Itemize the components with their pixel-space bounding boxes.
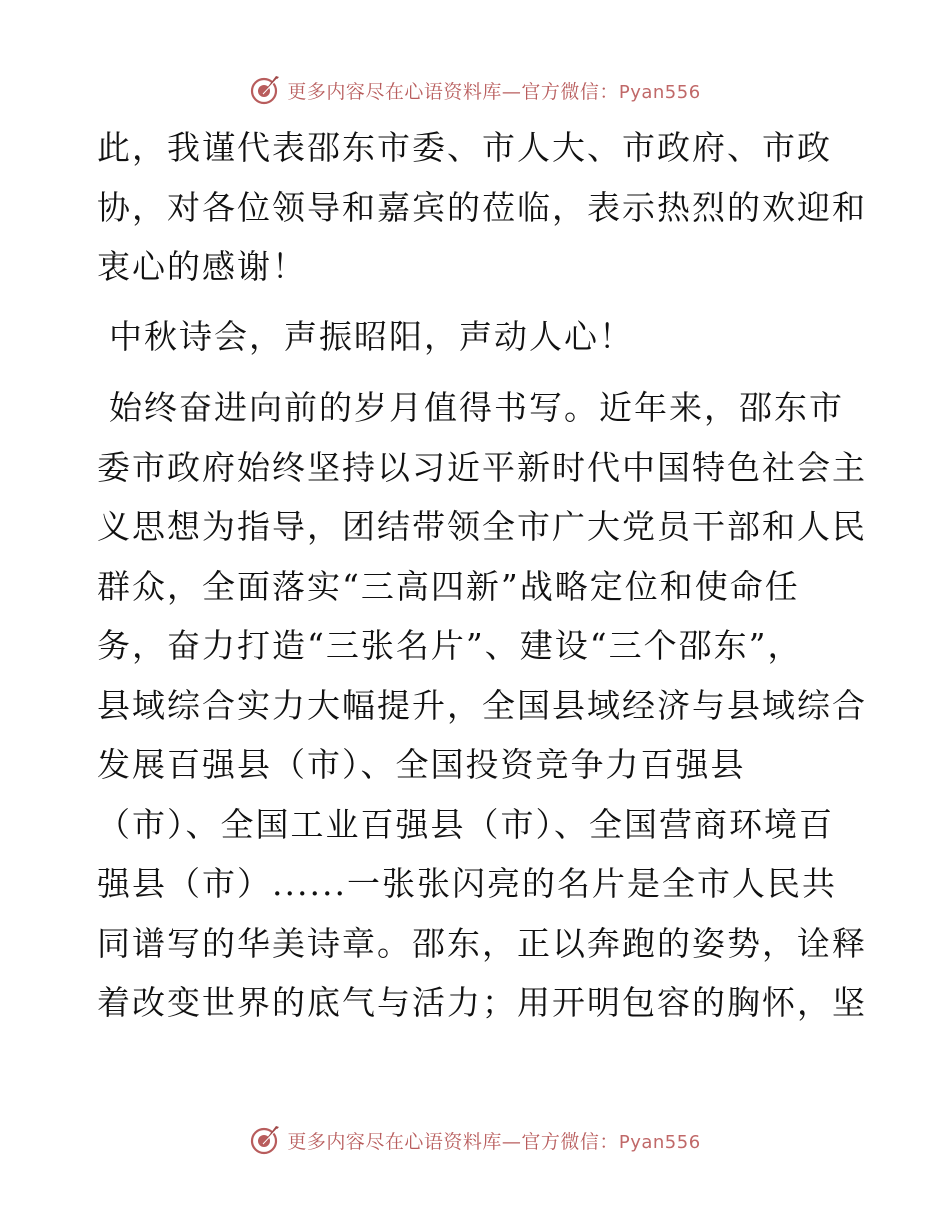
- text-line: 强县（市）......一张张闪亮的名片是全市人民共: [97, 864, 837, 903]
- text-line: 同谱写的华美诗章。邵东，正以奔跑的姿势，诠释: [97, 923, 867, 963]
- paragraph-1: [97, 118, 867, 297]
- text-line: 此，我谨代表邵东市委、市人大、市政府、市政: [97, 128, 832, 167]
- header-banner: [0, 70, 950, 110]
- banner-slogan: 更多内容尽在心语资料库: [287, 80, 502, 103]
- paragraph-2: [97, 307, 857, 367]
- paragraph-3: [97, 378, 867, 1033]
- text-line: 协，对各位领导和嘉宾的莅临，表示热烈的欢迎和: [97, 187, 867, 227]
- text-line: 县域综合实力大幅提升，全国县域经济与县域综合: [97, 685, 867, 725]
- footer-banner: [0, 1120, 950, 1160]
- quill-seal-icon: [249, 1124, 281, 1156]
- banner-dash: —: [501, 1130, 522, 1153]
- banner-dash: —: [501, 80, 522, 103]
- text-line: 着改变世界的底气与活力；用开明包容的胸怀，坚: [97, 983, 867, 1022]
- banner-wechat-id: Pyan556: [618, 1131, 701, 1153]
- text-line: 义思想为指导，团结带领全市广大党员干部和人民: [97, 507, 867, 546]
- document-body: [97, 118, 867, 1033]
- text-line: （市）、全国工业百强县（市）、全国营商环境百: [97, 804, 834, 844]
- quill-seal-icon: [249, 74, 281, 106]
- banner-slogan: 更多内容尽在心语资料库: [287, 1130, 502, 1153]
- banner-wechat-id: Pyan556: [618, 81, 701, 103]
- banner-text: [287, 77, 700, 104]
- text-line: 委市政府始终坚持以习近平新时代中国特色社会主: [97, 447, 867, 487]
- text-line: 群众，全面落实“三高四新”战略定位和使命任: [97, 566, 800, 606]
- text-line: 中秋诗会，声振昭阳，声动人心！: [109, 316, 634, 356]
- text-line: 始终奋进向前的岁月值得书写。近年来，邵东市: [109, 388, 844, 427]
- banner-wechat-label: 官方微信：: [521, 80, 619, 103]
- text-line: 发展百强县（市）、全国投资竞争力百强县: [97, 745, 746, 784]
- text-line: 务，奋力打造“三张名片”、建设“三个邵东”，: [97, 626, 803, 665]
- banner-wechat-label: 官方微信：: [521, 1130, 619, 1153]
- text-line: 衷心的感谢！: [97, 247, 307, 286]
- banner-text: [287, 1127, 700, 1154]
